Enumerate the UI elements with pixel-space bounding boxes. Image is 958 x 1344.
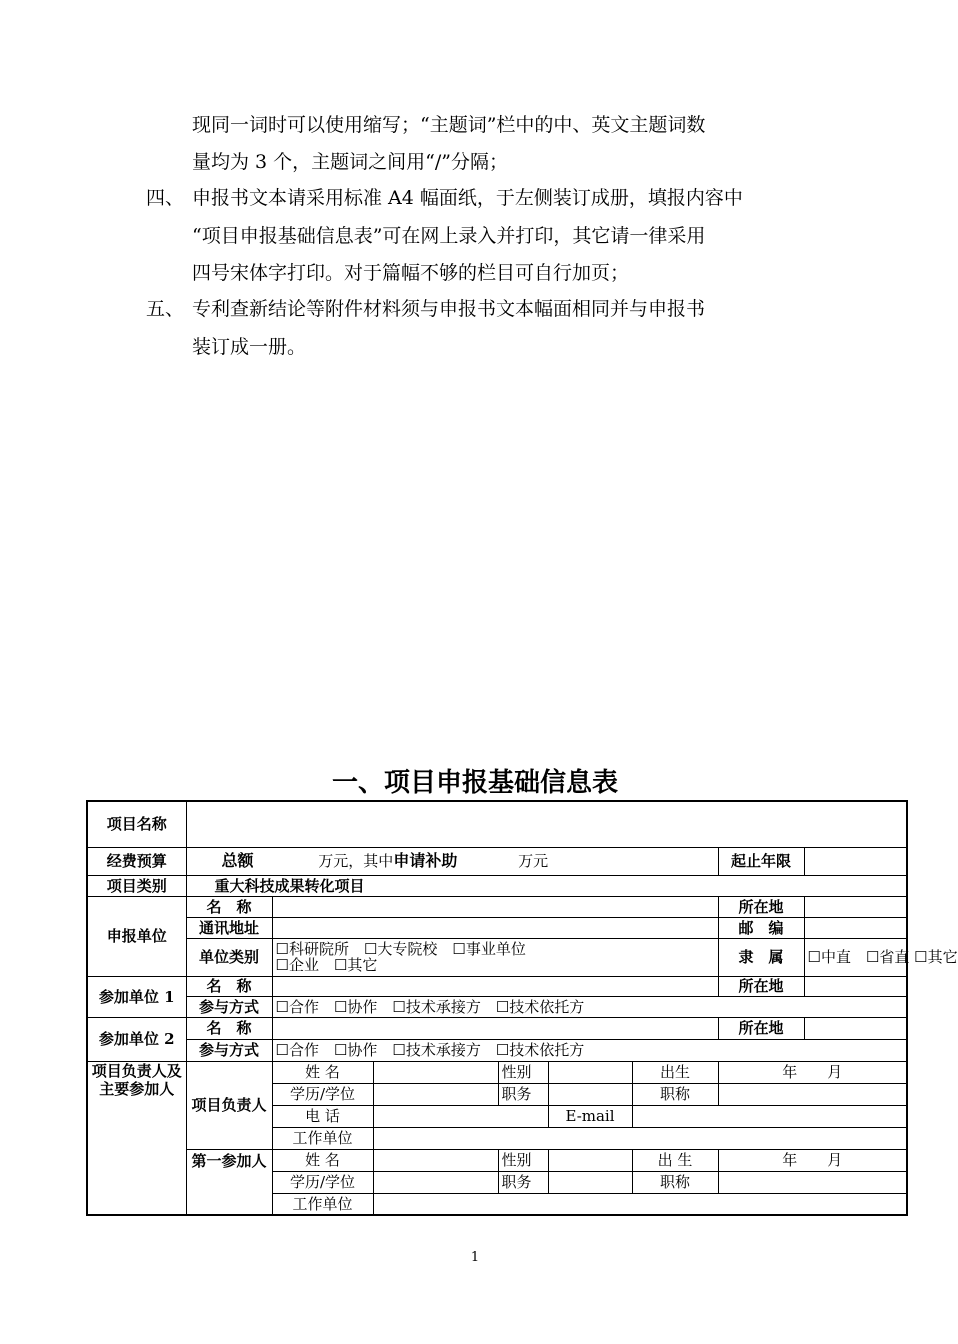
- para-line: 四号宋体字打印。对于篇幅不够的栏目可自行加页；: [192, 262, 630, 284]
- affiliation-options[interactable]: ☐中直 ☐省直 ☐其它: [804, 938, 907, 976]
- period-label: 起止年限: [718, 847, 804, 875]
- postcode-label: 邮 编: [718, 917, 804, 938]
- participant-gender-field[interactable]: [548, 1149, 632, 1171]
- applicant-name-label: 名 称: [186, 896, 272, 917]
- para-line: 量均为 3 个，主题词之间用“/”分隔；: [192, 151, 508, 173]
- para-line: 现同一词时可以使用缩写；“主题词”栏中的中、英文主题词数: [192, 114, 706, 136]
- partner1-location-field[interactable]: [804, 976, 907, 996]
- budget-label: 经费预算: [87, 847, 186, 875]
- postcode-field[interactable]: [804, 917, 907, 938]
- unit-type-options[interactable]: [272, 938, 718, 976]
- leader-phone-label: 电 话: [272, 1105, 373, 1127]
- leader-position-label: 职务: [498, 1083, 548, 1105]
- first-participant-label: 第一参加人: [186, 1149, 272, 1215]
- para-line: “项目申报基础信息表”可在网上录入并打印，其它请一律采用: [192, 225, 706, 247]
- apply-subsidy-label: 申请补助: [393, 851, 458, 870]
- leader-email-field[interactable]: [632, 1105, 907, 1127]
- partner2-name-field[interactable]: [272, 1017, 718, 1039]
- partner1-label: 参加单位 1: [87, 976, 186, 1017]
- leader-gender-label: 性别: [498, 1061, 548, 1083]
- participant-birth-label: 出 生: [632, 1149, 718, 1171]
- participant-title-field[interactable]: [718, 1171, 907, 1193]
- partner1-name-field[interactable]: [272, 976, 718, 996]
- leader-title-field[interactable]: [718, 1083, 907, 1105]
- partner1-location-label: 所在地: [718, 976, 804, 996]
- applicant-location-label: 所在地: [718, 896, 804, 917]
- project-name-label: 项目名称: [87, 801, 186, 847]
- applicant-unit-label: 申报单位: [87, 896, 186, 976]
- people-label: 项目负责人及主要参加人: [87, 1061, 186, 1215]
- leader-birth-field[interactable]: 年 月: [718, 1061, 907, 1083]
- partner2-participation-label: 参与方式: [186, 1039, 272, 1061]
- participant-education-label: 学历/学位: [272, 1171, 373, 1193]
- leader-name-field[interactable]: [373, 1061, 498, 1083]
- para-line: 申报书文本请采用标准 A4 幅面纸，于左侧装订成册，填报内容中: [192, 187, 743, 209]
- leader-phone-field[interactable]: [373, 1105, 548, 1127]
- unit-type-options-line1[interactable]: ☐科研院所 ☐大专院校 ☐事业单位: [275, 940, 526, 958]
- project-name-field[interactable]: [186, 801, 907, 847]
- leader-workplace-field[interactable]: [373, 1127, 907, 1149]
- budget-field[interactable]: [186, 847, 718, 875]
- leader-education-label: 学历/学位: [272, 1083, 373, 1105]
- participant-gender-label: 性别: [498, 1149, 548, 1171]
- leader-gender-field[interactable]: [548, 1061, 632, 1083]
- partner2-name-label: 名 称: [186, 1017, 272, 1039]
- wan-yuan-unit: 万元: [518, 852, 549, 870]
- para-line: 装订成一册。: [192, 336, 307, 358]
- participant-workplace-field[interactable]: [373, 1193, 907, 1215]
- leader-label: 项目负责人: [186, 1061, 272, 1149]
- applicant-name-field[interactable]: [272, 896, 718, 917]
- leader-email-label: E-mail: [548, 1105, 632, 1127]
- leader-title-label: 职称: [632, 1083, 718, 1105]
- partner1-participation-options[interactable]: ☐合作 ☐协作 ☐技术承接方 ☐技术依托方: [272, 996, 907, 1017]
- partner2-location-label: 所在地: [718, 1017, 804, 1039]
- period-field[interactable]: [804, 847, 907, 875]
- participant-birth-field[interactable]: 年 月: [718, 1149, 907, 1171]
- page-number: 1: [470, 1250, 480, 1265]
- category-label: 项目类别: [87, 875, 186, 896]
- category-value: 重大科技成果转化项目: [186, 875, 907, 896]
- unit-type-label: 单位类别: [186, 938, 272, 976]
- address-label: 通讯地址: [186, 917, 272, 938]
- leader-name-label: 姓 名: [272, 1061, 373, 1083]
- address-field[interactable]: [272, 917, 718, 938]
- partner2-label: 参加单位 2: [87, 1017, 186, 1061]
- leader-education-field[interactable]: [373, 1083, 498, 1105]
- form-title: 一、项目申报基础信息表: [331, 768, 618, 798]
- partner2-location-field[interactable]: [804, 1017, 907, 1039]
- participant-name-field[interactable]: [373, 1149, 498, 1171]
- affiliation-label: 隶 属: [718, 938, 804, 976]
- wan-yuan-qizhong: 万元，其中: [318, 852, 394, 870]
- unit-type-options-line2[interactable]: ☐企业 ☐其它: [275, 956, 378, 974]
- item-number: 五、: [146, 298, 185, 320]
- item-number: 四、: [146, 187, 185, 209]
- partner1-name-label: 名 称: [186, 976, 272, 996]
- project-info-table: [86, 800, 958, 1216]
- participant-title-label: 职称: [632, 1171, 718, 1193]
- participant-name-label: 姓 名: [272, 1149, 373, 1171]
- partner2-participation-options[interactable]: ☐合作 ☐协作 ☐技术承接方 ☐技术依托方: [272, 1039, 907, 1061]
- para-line: 专利查新结论等附件材料须与申报书文本幅面相同并与申报书: [192, 298, 706, 320]
- leader-position-field[interactable]: [548, 1083, 632, 1105]
- leader-birth-label: 出生: [632, 1061, 718, 1083]
- participant-workplace-label: 工作单位: [272, 1193, 373, 1215]
- applicant-location-field[interactable]: [804, 896, 907, 917]
- leader-workplace-label: 工作单位: [272, 1127, 373, 1149]
- participant-position-field[interactable]: [548, 1171, 632, 1193]
- total-label: 总额: [221, 851, 254, 870]
- participant-position-label: 职务: [498, 1171, 548, 1193]
- partner1-participation-label: 参与方式: [186, 996, 272, 1017]
- participant-education-field[interactable]: [373, 1171, 498, 1193]
